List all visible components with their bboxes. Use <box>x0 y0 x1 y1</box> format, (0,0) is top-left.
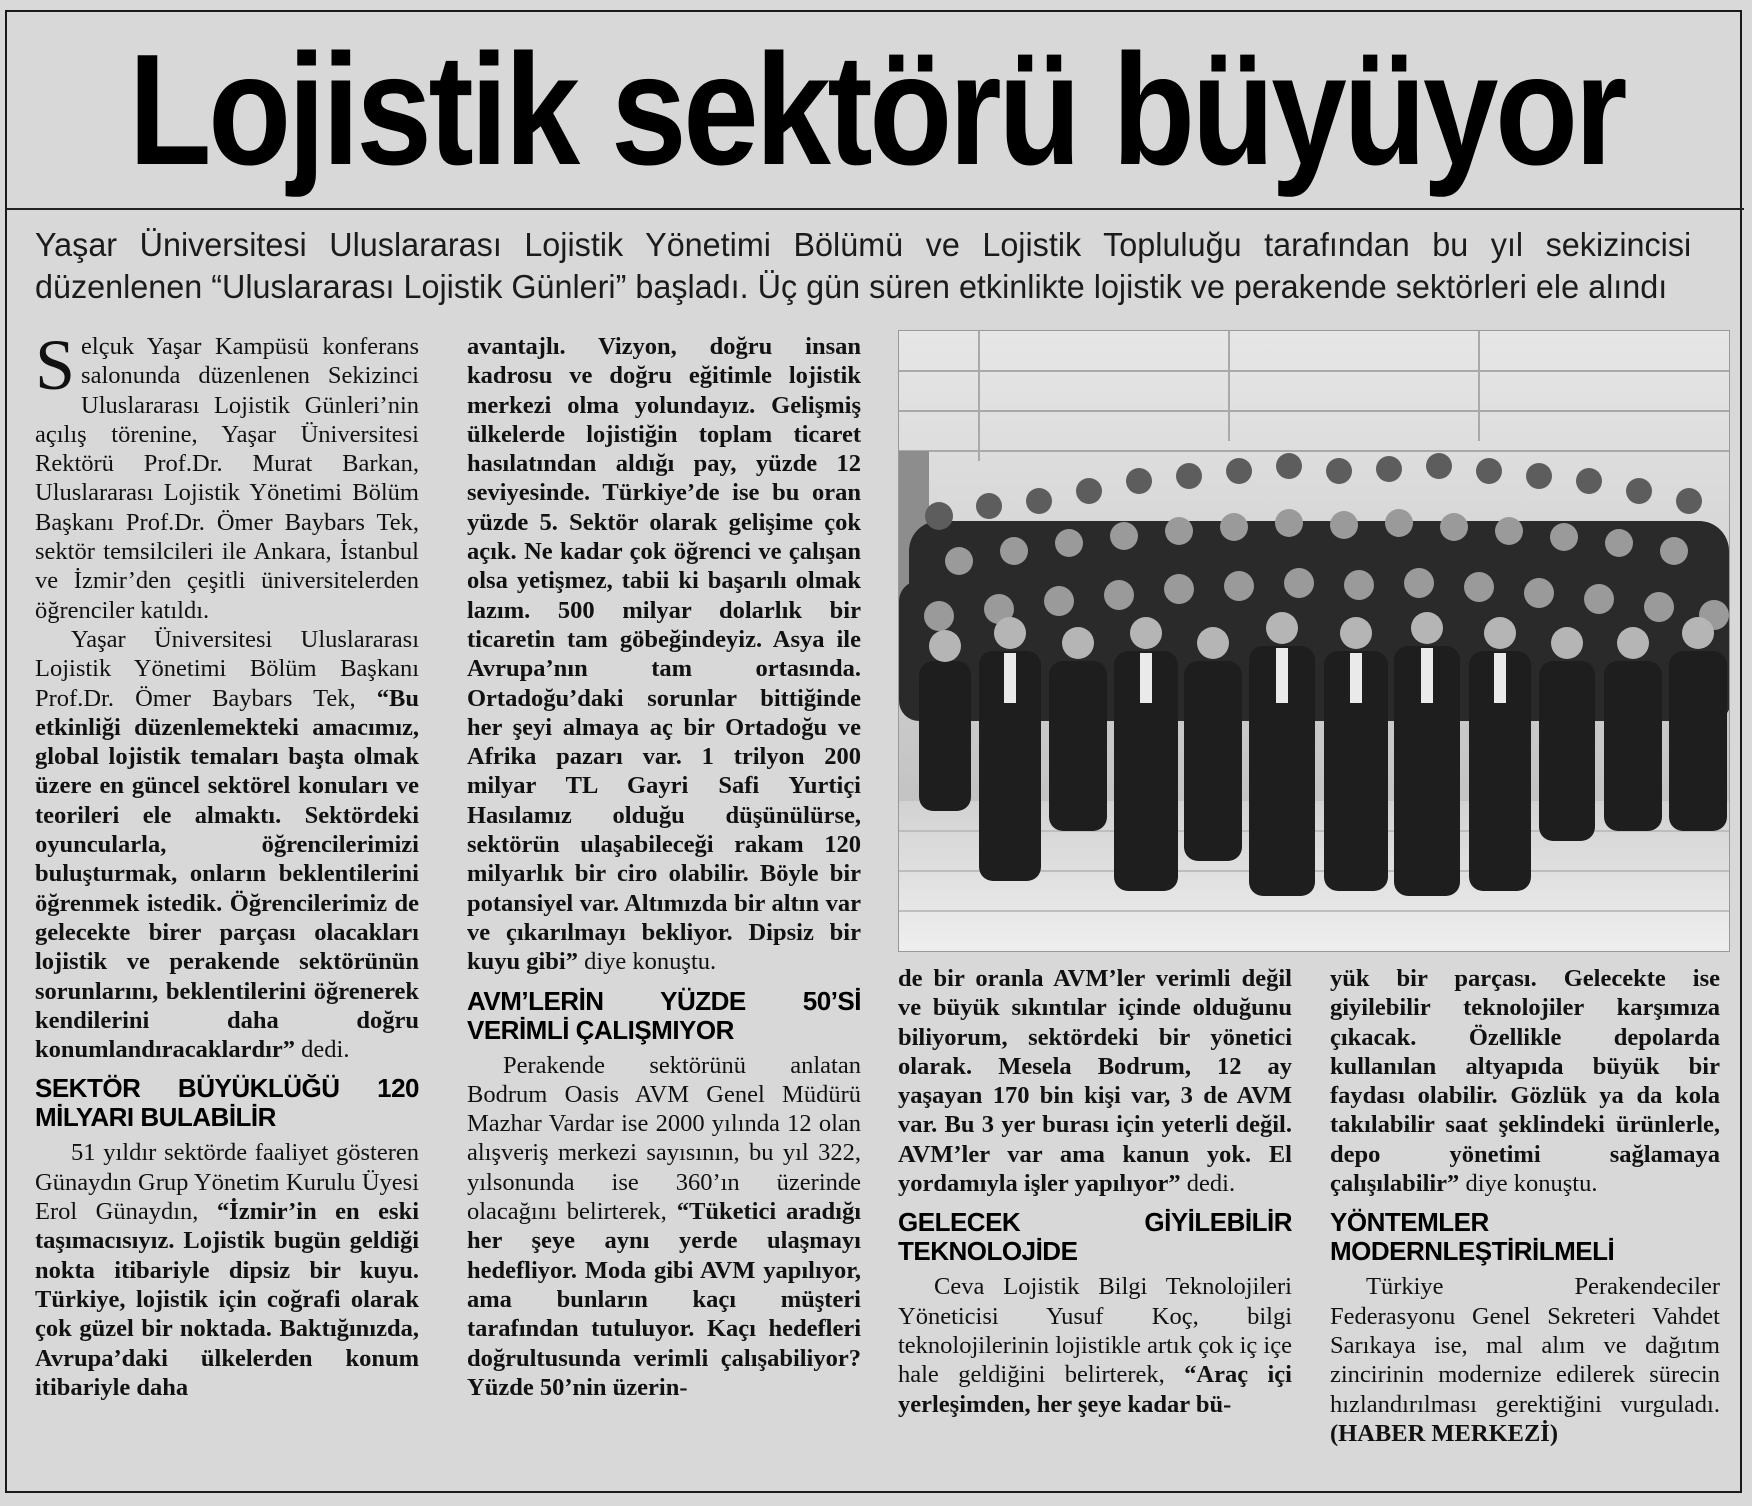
col3-paragraph-2-quote: “Araç içi yerleşimden, her şeye kadar bü- <box>898 1361 1292 1418</box>
col1-paragraph-3-quote: “İzmir’in en eski taşımacısıyız. Lojistik bugün geldiği nokta itibariyle dipsiz bir kuyu. Türkiye, lojistik için coğrafi olarak çok güzel bir noktada. Baktığınızda, Avrupa’daki ülkelerden konum itibariyle daha <box>35 1198 419 1401</box>
subhead-yontemler: YÖNTEMLER MODERNLEŞTİRİLMELİ <box>1330 1207 1615 1267</box>
subhead-sektor-buyuklugu: SEKTÖR BÜYÜKLÜĞÜ 120 MİLYARI BULABİLİR <box>35 1073 419 1133</box>
col2-paragraph-1-quote: avantajlı. Vizyon, doğru insan kadrosu ve doğru eğitimle lojistik merkezi olma yolundayız. Gelişmiş ülkelerde lojistiğin toplam ticaret hasılatından aldığı pay, yüzde 12 seviyesinde. Türkiye’de ise bu oran yüzde 5. Sektör olarak gelişime çok açık. Ne kadar çok öğrenci ve çalışan olsa yetişmez, tabii ki başarılı olmak lazım. 500 milyar dolarlık bir ticaretin tam göbeğindeyiz. Asya ile Avrupa’nın tam ortasında. Ortadoğu’daki sorunlar bittiğinde her şeyi almaya aç bir Ortadoğu ve Afrika pazarı var. 1 trilyon 200 milyar TL Gayri Safi Yurtiçi Hasılamız olduğu düşünülürse, sektörün ulaşabileceği rakam 120 milyarlık bir ciro olabilir. Böyle bir potansiyel var. Altımızda bir altın var ve çıkarılmayı bekliyor. Dipsiz bir kuyu gibi” <box>467 333 861 976</box>
group-photo <box>898 330 1730 952</box>
article-frame <box>5 10 1742 1493</box>
col4-paragraph-1-end: diye konuştu. <box>1459 1170 1598 1198</box>
col2-paragraph-1-end: diye konuştu. <box>578 948 717 976</box>
col2-paragraph-2-quote: “Tüketici aradığı her şeye aynı yerde ulaşmayı hedefliyor. Moda gibi AVM yapılıyor, ama bunların kaçı müşteri tarafından tutuluyor. Kaçı hedefleri doğrultusunda verimli çalışabiliyor? Yüzde 50’nin üzerin- <box>467 1198 862 1401</box>
column-3 <box>898 964 1292 1419</box>
col1-paragraph-3-text: 51 yıldır sektörde faaliyet gösteren Günaydın Grup Yönetim Kurulu Üyesi Erol Günaydın, <box>35 1139 419 1226</box>
col3-paragraph-1-end: dedi. <box>1180 1170 1236 1198</box>
subhead-giyilebilir-teknoloji: GELECEK GİYİLEBİLİR TEKNOLOJİDE <box>898 1207 1292 1267</box>
subhead-avm-verimli: AVM’LERİN YÜZDE 50’Sİ VERİMLİ ÇALIŞMIYOR <box>467 985 861 1045</box>
col4-paragraph-1-quote: yük bir parçası. Gelecekte ise giyilebilir teknolojiler karşımıza çıkacak. Özellikle depolarda kullanılan altyapıda büyük bir faydası olabilir. Gözlük ya da kola takılabilir saat şeklindeki ürünlerle, depo yönetimi sağlamaya çalışılabilir” <box>1330 965 1720 1198</box>
col3-paragraph-1-quote: de bir oranla AVM’ler verimli değil ve büyük sıkıntılar içinde olduğunu biliyorum, sektördeki bir yönetici olarak. Mesela Bodrum, 12 ay yaşayan 170 bin kişi var, 3 de AVM var. Bu 3 yer burası için yeterli değil. AVM’ler var ama kanun yok. El yordamıyla işler yapılıyor” <box>898 965 1292 1198</box>
column-2 <box>467 332 861 1402</box>
column-4 <box>1330 964 1720 1448</box>
col1-paragraph-2-text: Yaşar Üniversitesi Uluslararası Lojistik Yönetimi Bölüm Başkanı Prof.Dr. Ömer Baybars Tek, <box>35 625 419 712</box>
headline: Lojistik sektörü büyüyor <box>128 22 1625 198</box>
group-photo-illustration <box>899 331 1730 952</box>
col2-paragraph-2-text: Perakende sektörünü anlatan Bodrum Oasis AVM Genel Müdürü Mazhar Vardar ise 2000 yılında 12 olan alışveriş merkezi sayısının, bu yıl 322, yılsonunda ise 360’ın üzerinde olacağını belirterek, <box>467 1051 861 1226</box>
column-1 <box>35 325 419 1402</box>
dropcap: S <box>35 325 76 405</box>
col1-paragraph-1: elçuk Yaşar Kampüsü konferans salonunda düzenlenen Sekizinci Uluslararası Lojistik Günleri’nin açılış törenine, Yaşar Üniversitesi Rektörü Prof.Dr. Murat Barkan, Uluslararası Lojistik Yönetimi Bölüm Başkanı Prof.Dr. Ömer Baybars Tek, sektör temsilcileri ile Ankara, İstanbul ve İzmir’den çeşitli üniversitelerden öğrenciler katıldı. <box>35 333 419 624</box>
col1-paragraph-2-end: dedi. <box>295 1036 350 1064</box>
byline: (HABER MERKEZİ) <box>1330 1419 1559 1447</box>
col3-paragraph-2-text: Ceva Lojistik Bilgi Teknolojileri Yöneticisi Yusuf Koç, bilgi teknolojilerinin lojistikle artık çok iç içe hale geldiğini belirterek, <box>898 1273 1292 1389</box>
col1-paragraph-2-quote: “Bu etkinliği düzenlemekteki amacımız, global lojistik temaları başta olmak üzere en güncel sektörel konuları ve teorileri ele almaktı. Sektördeki oyuncularla, öğrencilerimizi buluşturmak, onların beklentilerini öğrenmek istedik. Öğrencilerimiz de gelecekte birer parçası olacakları lojistik ve perakende sektörünün sorunlarını, beklentilerini öğrenerek kendilerini daha doğru konumlandıracaklardır” <box>35 684 419 1064</box>
col4-paragraph-2-text: Türkiye Perakendeciler Federasyonu Genel Sekreteri Vahdet Sarıkaya ise, mal alım ve dağıtım zincirinin modernize edilerek sürecin hızlandırılması gerektiğini vurguladı. <box>1330 1273 1720 1418</box>
deck: Yaşar Üniversitesi Uluslararası Lojistik Yönetimi Bölümü ve Lojistik Topluluğu tarafından bu yıl sekizincisi düzenlenen “Uluslararası Lojistik Günleri” başladı. Üç gün süren etkinlikte lojistik ve perakende sektörleri ele alındı <box>35 226 1692 305</box>
headline-rule <box>7 208 1744 210</box>
